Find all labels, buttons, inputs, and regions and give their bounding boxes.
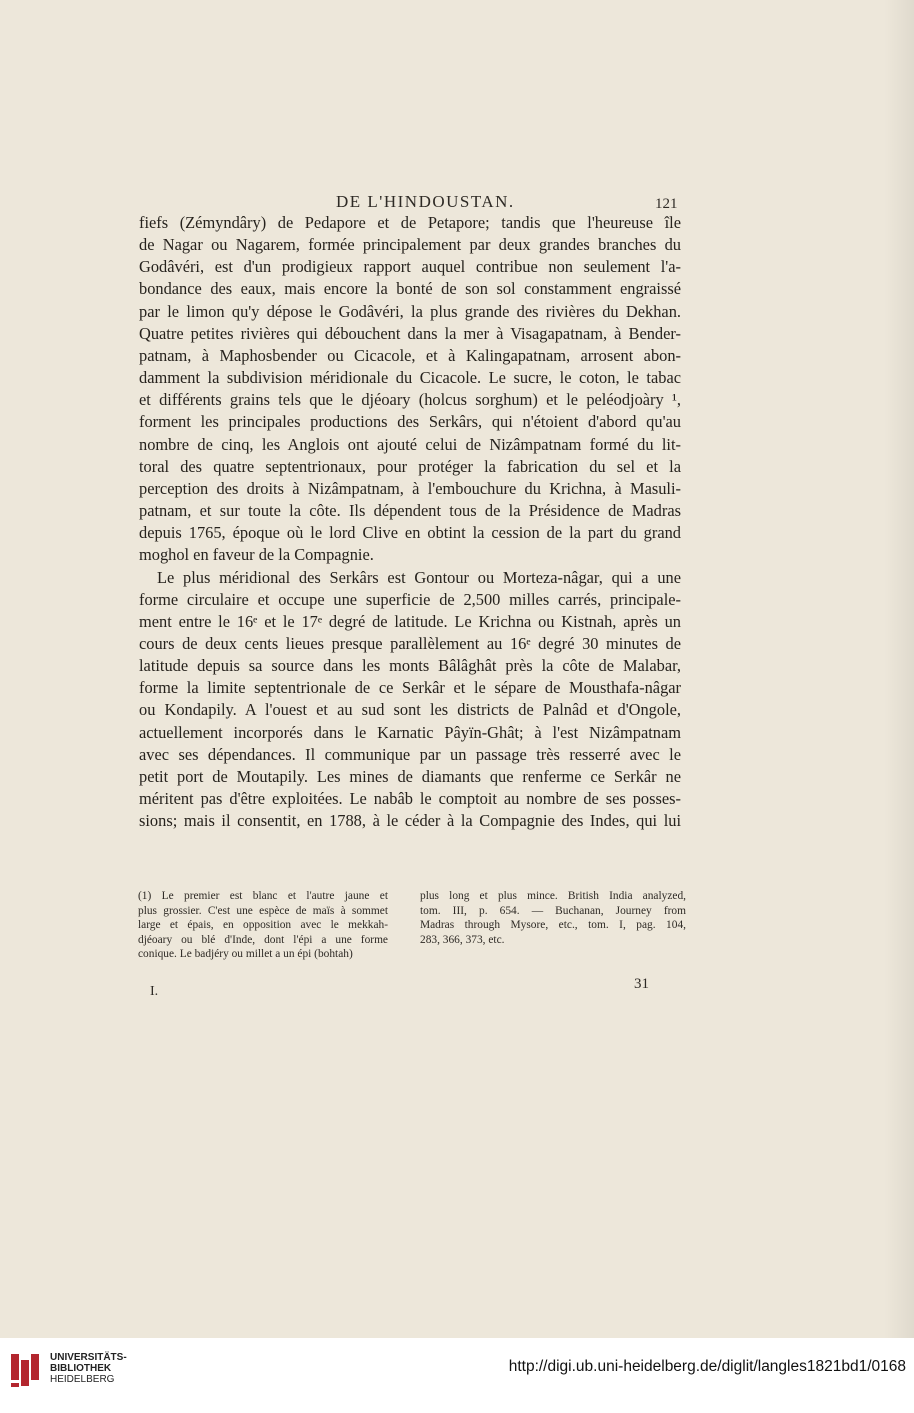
text-line: ment entre le 16ᵉ et le 17ᵉ degré de latitude. Le Krichna ou Kistnah, après un: [139, 611, 681, 631]
text-line: Godâvéri, est d'un prodigieux rapport auquel contribue non seulement l'a-: [139, 257, 681, 277]
text-line: forme circulaire et occupe une superficie de 2,500 milles carrés, principale-: [139, 589, 681, 609]
text-line: forme la limite septentrionale de ce Serkâr et le sépare de Mousthafa-nâgar: [139, 678, 681, 698]
text-line: et différents grains tels que le djéoary (holcus sorghum) et le peléodjoàry ¹,: [139, 390, 681, 410]
footnote-column-left: [138, 889, 388, 962]
library-line-1: UNIVERSITÄTS-: [50, 1352, 127, 1363]
signature-mark-right: 31: [634, 976, 649, 992]
page-number: 121: [655, 196, 678, 212]
text-line: cours de deux cents lieues presque parallèlement au 16ᵉ degré 30 minutes de: [139, 633, 681, 653]
footnote-line: Madras through Mysore, etc., tom. I, pag. 104,: [420, 919, 686, 932]
footnote-line: large et épais, en opposition avec le mekkah-: [138, 919, 388, 932]
text-line: Quatre petites rivières qui débouchent dans la mer à Visagapatnam, à Bender-: [139, 323, 681, 343]
text-line: avec ses dépendances. Il communique par un passage très resserré avec le: [139, 744, 681, 764]
text-line: petit port de Moutapily. Les mines de diamants que renferme ce Serkâr ne: [139, 766, 681, 786]
text-line: latitude depuis sa source dans les monts Bâlâghât près la côte de Malabar,: [139, 656, 681, 676]
text-line: de Nagar ou Nagarem, formée principalement par deux grandes branches du: [139, 235, 681, 255]
body-text: [139, 212, 681, 832]
text-line: ou Kondapily. A l'ouest et au sud sont les districts de Palnâd et d'Ongole,: [139, 700, 681, 720]
footnote-line: (1) Le premier est blanc et l'autre jaune et: [138, 890, 388, 902]
signature-mark-left: I.: [150, 984, 159, 999]
footnote-line: djéoary ou blé d'Inde, dont l'épi a une forme: [138, 933, 388, 946]
text-line: nombre de cinq, les Anglois ont ajouté celui de Nizâmpatnam formé du lit-: [139, 434, 681, 454]
footnote-line: tom. III, p. 654. — Buchanan, Journey from: [420, 904, 686, 917]
text-line: sions; mais il consentit, en 1788, à le céder à la Compagnie des Indes, qui lui: [139, 811, 681, 831]
running-title: DE L'HINDOUSTAN.: [336, 192, 515, 211]
text-line: damment la subdivision méridionale du Cicacole. Le sucre, le coton, le tabac: [139, 368, 681, 388]
text-line: perception des droits à Nizâmpatnam, à l'embouchure du Krichna, à Masuli-: [139, 478, 681, 498]
text-line: depuis 1765, époque où le lord Clive en obtint la cession de la part du grand: [139, 523, 681, 543]
text-line: bondance des eaux, mais encore la bonté de son sol constamment engraissé: [139, 279, 681, 299]
text-line: toral des quatre septentrionaux, pour protéger la fabrication du sel et la: [139, 456, 681, 476]
text-line: patnam, à Maphosbender ou Cicacole, et à Kalingapatnam, arrosent abon-: [139, 345, 681, 365]
digital-object-url[interactable]: http://digi.ub.uni-heidelberg.de/diglit/langles1821bd1/0168: [508, 1358, 906, 1375]
footnote-line: plus long et plus mince. British India analyzed,: [420, 890, 686, 902]
text-line: forment les principales productions des Serkârs, qui n'étoient d'abord qu'au: [139, 412, 681, 432]
ub-heidelberg-logo-icon[interactable]: [8, 1350, 42, 1390]
text-line: méritent pas d'être exploitées. Le nabâb le comptoit au nombre de ses posses-: [139, 789, 681, 809]
footnote-line: plus grossier. C'est une espèce de maïs à sommet: [138, 904, 388, 917]
footnote-line: conique. Le badjéry ou millet a un épi (bohtah): [138, 948, 353, 961]
text-line: fiefs (Zémyndâry) de Pedapore et de Petapore; tandis que l'heureuse île: [139, 213, 681, 232]
text-line: moghol en faveur de la Compagnie.: [139, 545, 374, 565]
library-line-3: HEIDELBERG: [50, 1374, 115, 1385]
footer-bar: [0, 1338, 914, 1413]
text-line: actuellement incorporés dans le Karnatic Pâyïn-Ghât; à l'est Nizâmpatnam: [139, 722, 681, 742]
footnote-column-right: [420, 889, 686, 947]
footnote-line: 283, 366, 373, etc.: [420, 933, 505, 946]
text-line: Le plus méridional des Serkârs est Gontour ou Morteza-nâgar, qui a une: [157, 567, 681, 587]
text-line: par le limon qu'y dépose le Godâvéri, la plus grande des rivières du Dekhan.: [139, 301, 681, 321]
text-line: patnam, et sur toute la côte. Ils dépendent tous de la Présidence de Madras: [139, 501, 681, 521]
library-line-2: BIBLIOTHEK: [50, 1363, 112, 1374]
library-name[interactable]: [50, 1352, 127, 1385]
